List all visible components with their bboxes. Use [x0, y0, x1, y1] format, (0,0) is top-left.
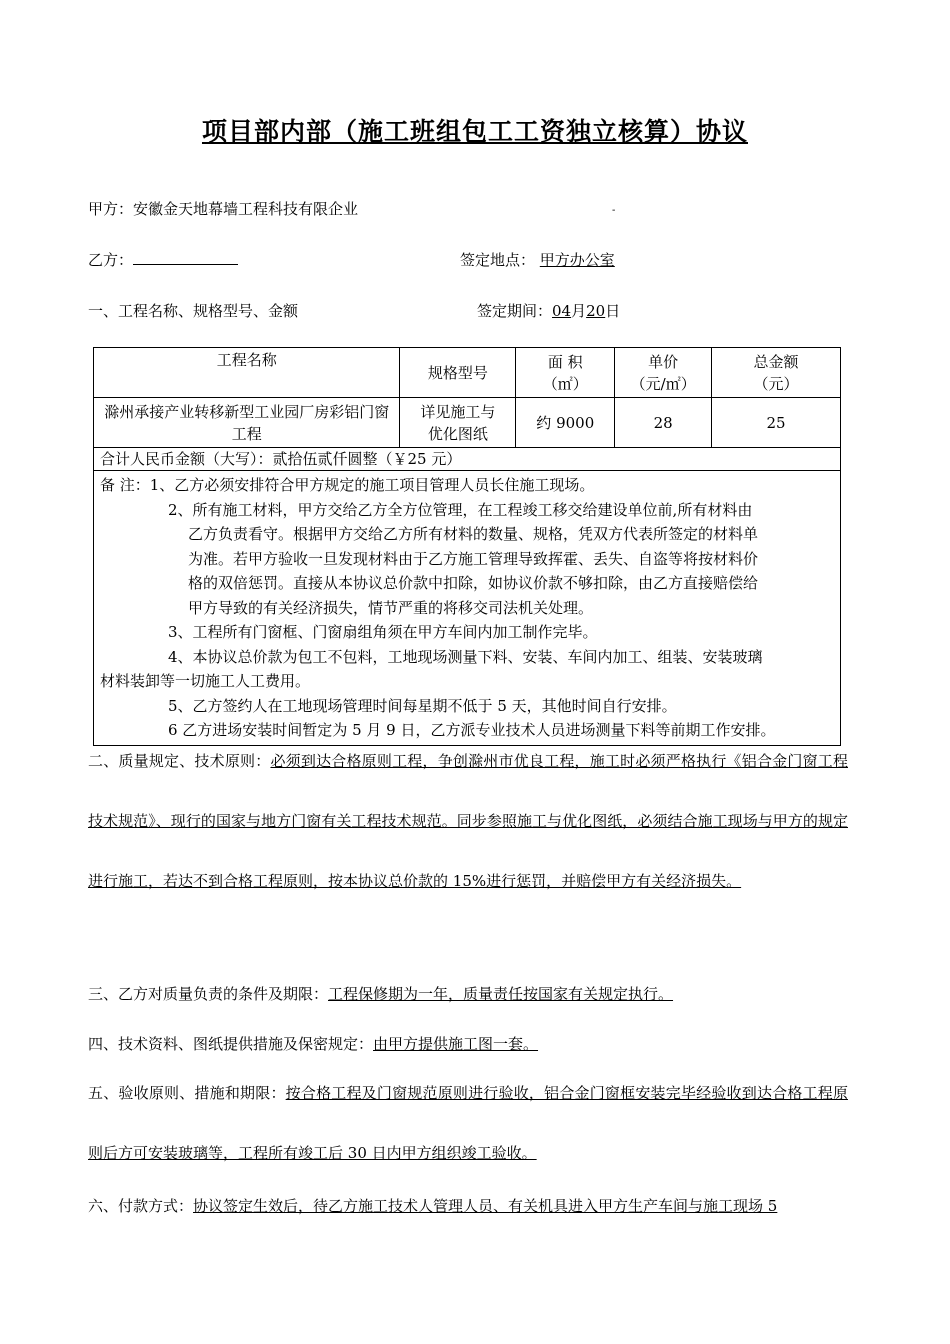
header-area: [516, 348, 615, 398]
cell-area: 约 9000: [516, 398, 615, 448]
sign-date-label: 签定期间：: [477, 302, 553, 320]
section-6: [88, 1195, 777, 1216]
cell-spec: 详见施工与优化图纸: [400, 398, 516, 448]
sign-place-value: 甲方办公室: [539, 251, 615, 269]
section-2-label: 二、质量规定、技术原则：: [88, 752, 271, 770]
cell-sum: 合计人民币金额（大写）：贰拾伍贰仟圆整（￥25 元）: [94, 448, 841, 471]
section-2: [88, 731, 848, 911]
note-4: 4、本协议总价款为包工不包料，工地现场测量下料、安装、车间内加工、组装、安装玻璃: [168, 647, 763, 666]
header-total: [712, 348, 841, 398]
header-area-label: 面 积: [547, 352, 583, 371]
header-spec: 规格型号: [400, 348, 516, 398]
cell-project-name: 滁州承接产业转移新型工业园厂房彩铝门窗工程: [94, 398, 400, 448]
section-3: [88, 983, 673, 1004]
note-5: 5、乙方签约人在工地现场管理时间每星期不低于 5 天，其他时间自行安排。: [168, 696, 677, 715]
sign-date-day: 20: [586, 302, 606, 320]
table-header-row: [94, 348, 841, 398]
document-title: 项目部内部（施工班组包工工资独立核算）协议: [201, 117, 748, 146]
note-2-cont-3: 格的双倍惩罚。直接从本协议总价款中扣除，如协议价款不够扣除，由乙方直接赔偿给: [188, 574, 759, 592]
note-4-cont: 材料装卸等一切施工人工费用。: [100, 672, 311, 690]
section-3-text: 工程保修期为一年，质量责任按国家有关规定执行。: [328, 985, 674, 1003]
sign-date: [477, 300, 620, 321]
header-price-label: 单价: [648, 352, 679, 371]
header-area-unit: （㎡）: [542, 374, 588, 393]
section-6-text: 协议签定生效后，待乙方施工技术人管理人员、有关机具进入甲方生产车间与施工现场 5: [193, 1197, 778, 1215]
section-4-text: 由甲方提供施工图一套。: [373, 1035, 539, 1053]
party-a: 甲方：安徽金天地幕墙工程科技有限企业: [88, 200, 359, 218]
note-2: 2、所有施工材料，甲方交给乙方全方位管理，在工程竣工移交给建设单位前,所有材料由: [168, 500, 753, 519]
party-a-mark: -: [612, 205, 616, 216]
party-b-blank: [133, 250, 238, 265]
section-5: [88, 1063, 848, 1183]
table-notes-row: [94, 471, 841, 746]
section-2-text: 必须到达合格原则工程，争创滁州市优良工程，施工时必须严格执行《铝合金门窗工程技术规范》、现行的国家与地方门窗有关工程技术规范。同步参照施工与优化图纸，必须结合施工现场与甲方的规定进行施工，若达不到合格工程原则，按本协议总价款的 15%进行惩罚，并赔偿甲方有关经济损失。: [88, 752, 848, 890]
header-price: [615, 348, 712, 398]
section-6-label: 六、付款方式：: [88, 1197, 194, 1215]
header-project-name: 工程名称: [94, 348, 400, 398]
header-total-label: 总金额: [753, 352, 799, 371]
party-b-label: 乙方：: [88, 251, 134, 269]
party-b-line: [88, 249, 238, 270]
cell-price: 28: [615, 398, 712, 448]
section-5-label: 五、验收原则、措施和期限：: [88, 1084, 286, 1102]
header-total-unit: （元）: [753, 374, 799, 393]
note-2-cont-4: 甲方导致的有关经济损失，情节严重的将移交司法机关处理。: [188, 598, 594, 617]
note-6: 6 乙方进场安装时间暂定为 5 月 9 日，乙方派专业技术人员进场测量下料等前期工作安排。: [168, 721, 776, 739]
section-4: [88, 1033, 710, 1054]
sign-date-month-unit: 月: [571, 302, 587, 320]
sign-date-month: 04: [552, 302, 572, 320]
section-1-heading: 一、工程名称、规格型号、金额: [88, 302, 299, 320]
project-table: [93, 347, 841, 746]
section-4-label: 四、技术资料、图纸提供措施及保密规定：: [88, 1035, 374, 1053]
section-3-label: 三、乙方对质量负责的条件及期限：: [88, 985, 329, 1003]
table-sum-row: [94, 448, 841, 471]
sign-place: [460, 249, 615, 270]
sign-place-label: 签定地点：: [460, 251, 536, 269]
table-row: [94, 398, 841, 448]
cell-total: 25: [712, 398, 841, 448]
note-1: 备 注：1、乙方必须安排符合甲方规定的施工项目管理人员长住施工现场。: [100, 476, 595, 494]
note-2-cont-2: 为准。若甲方验收一旦发现材料由于乙方施工管理导致挥霍、丢失、自盗等将按材料价: [188, 549, 759, 568]
header-price-unit: （元/㎡）: [630, 374, 696, 393]
note-2-cont-1: 乙方负责看守。根据甲方交给乙方所有材料的数量、规格，凭双方代表所签定的材料单: [188, 525, 759, 543]
note-3: 3、工程所有门窗框、门窗扇组角须在甲方车间内加工制作完毕。: [168, 623, 598, 641]
section-5-text: 按合格工程及门窗规范原则进行验收，铝合金门窗框安装完毕经验收到达合格工程原则后方可安装玻璃等，工程所有竣工后 30 日内甲方组织竣工验收。: [88, 1084, 848, 1162]
cell-notes: [94, 471, 841, 746]
sign-date-day-unit: 日: [605, 302, 621, 320]
